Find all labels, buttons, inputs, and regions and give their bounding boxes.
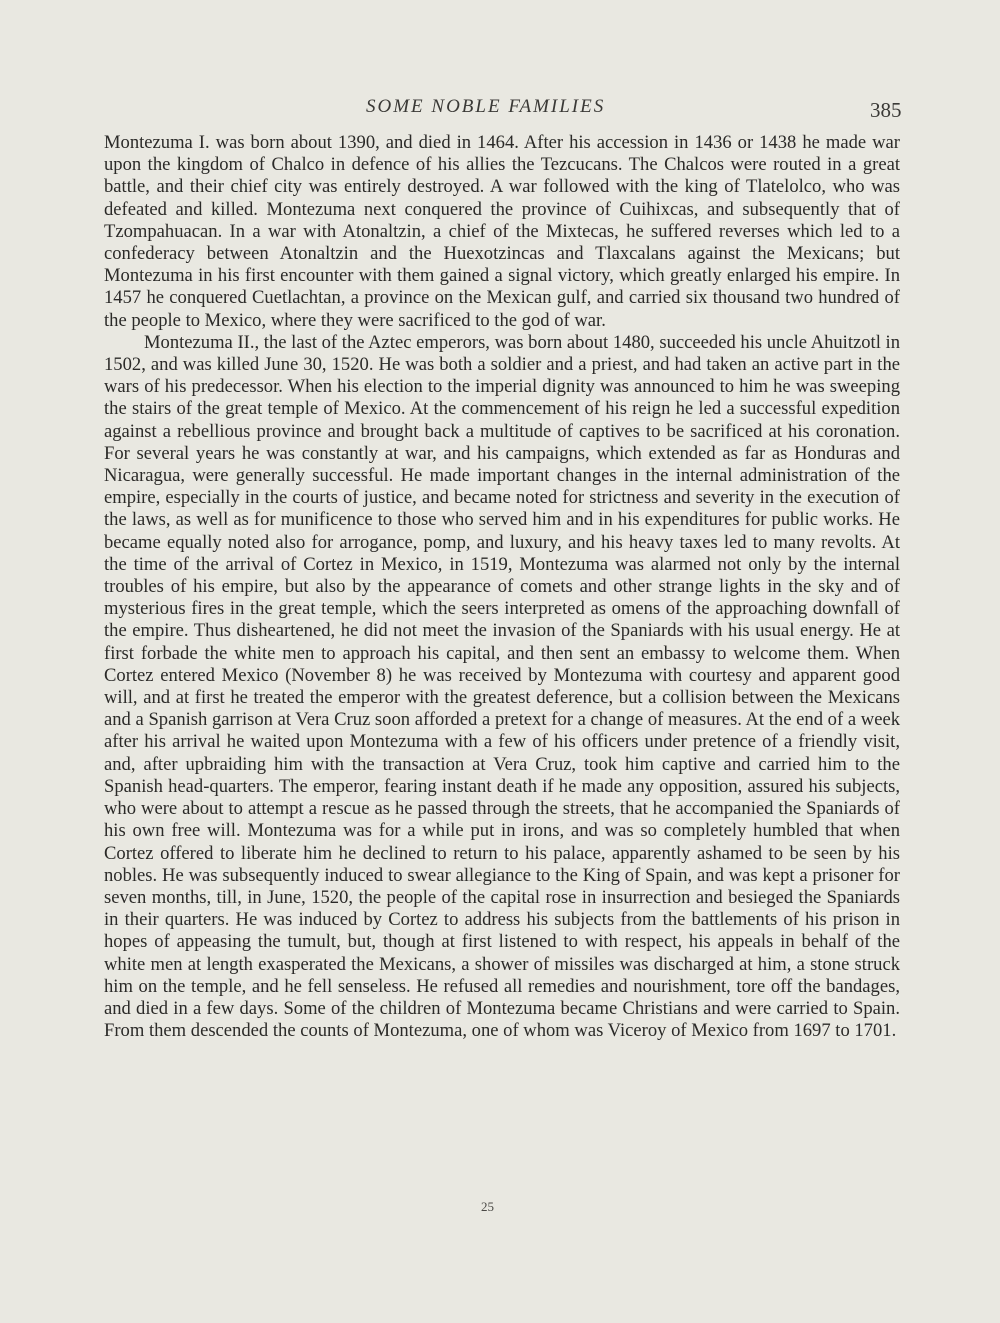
running-head: [0, 96, 1000, 128]
page-number: 385: [870, 98, 902, 122]
signature-mark: 25: [481, 1199, 494, 1214]
running-title: SOME NOBLE FAMILIES: [366, 96, 606, 117]
paragraph-montezuma-i: Montezuma I. was born about 1390, and died in 1464. After his accession in 1436 or 1438 he made war upon the kingdom of Chalco in defence of his allies the Tezcucans. The Chalcos were routed in a great battle, and their chief city was entirely destroyed. A war followed with the king of Tlatelolco, who was defeated and killed. Montezuma next conquered the province of Cuihixcas, and subsequently that of Tzompahuacan. In a war with Atonaltzin, a chief of the Mixtecas, he suffered reverses which led to a confederacy between Atonaltzin and the Huexotzincas and Tlaxcalans against the Mexicans; but Montezuma in his first encounter with them gained a signal victory, which greatly enlarged his empire. In 1457 he conquered Cuetlachtan, a province on the Mexican gulf, and carried six thousand two hundred of the people to Mexico, where they were sacrificed to the god of war.: [104, 132, 900, 331]
body-text: [104, 132, 900, 1042]
paragraph-montezuma-ii: Montezuma II., the last of the Aztec emperors, was born about 1480, succeeded his uncle Ahuitzotl in 1502, and was killed June 30, 1520. He was both a soldier and a priest, and had taken an active part in the wars of his predecessor. When his election to the imperial dignity was announced to him he was sweeping the stairs of the great temple of Mexico. At the commencement of his reign he led a successful expedition against a rebellious province and brought back a multitude of captives to be sacrificed at his coronation. For several years he was constantly at war, and his campaigns, which extended as far as Honduras and Nicaragua, were generally successful. He made important changes in the internal administration of the empire, especially in the courts of justice, and became noted for strictness and severity in the execution of the laws, as well as for munificence to those who served him and in his expenditures for public works. He became equally noted also for arrogance, pomp, and luxury, and his heavy taxes led to many revolts. At the time of the arrival of Cortez in Mexico, in 1519, Montezuma was alarmed not only by the internal troubles of his empire, but also by the appearance of comets and other strange lights in the sky and of mysterious fires in the great temple, which the seers interpreted as omens of the approaching downfall of the empire. Thus disheartened, he did not meet the invasion of the Spaniards with his usual energy. He at first forbade the white men to approach his capital, and then sent an embassy to welcome them. When Cortez entered Mexico (November 8) he was received by Montezuma with courtesy and apparent good will, and at first he treated the emperor with the greatest deference, but a collision between the Mexicans and a Spanish garrison at Vera Cruz soon afforded a pretext for a change of measures. At the end of a week after his arrival he waited upon Montezuma with a few of his officers under pretence of a friendly visit, and, after upbraiding him with the transaction at Vera Cruz, took him captive and carried him to the Spanish head-quarters. The emperor, fearing instant death if he made any opposition, assured his subjects, who were about to attempt a rescue as he passed through the streets, that he accompanied the Spaniards of his own free will. Montezuma was for a while put in irons, and was so completely humbled that when Cortez offered to liberate him he declined to return to his palace, apparently ashamed to be seen by his nobles. He was subsequently induced to swear allegiance to the King of Spain, and was kept a prisoner for seven months, till, in June, 1520, the people of the capital rose in insurrection and besieged the Spaniards in their quarters. He was induced by Cortez to address his subjects from the battlements of his prison in hopes of appeasing the tumult, but, though at first listened to with respect, his appeals in behalf of the white men at length exasperated the Mexicans, a shower of missiles was discharged at him, a stone struck him on the temple, and he fell senseless. He refused all remedies and nourishment, tore off the bandages, and died in a few days. Some of the children of Montezuma became Christians and were carried to Spain. From them descended the counts of Montezuma, one of whom was Viceroy of Mexico from 1697 to 1701.: [104, 331, 900, 1042]
